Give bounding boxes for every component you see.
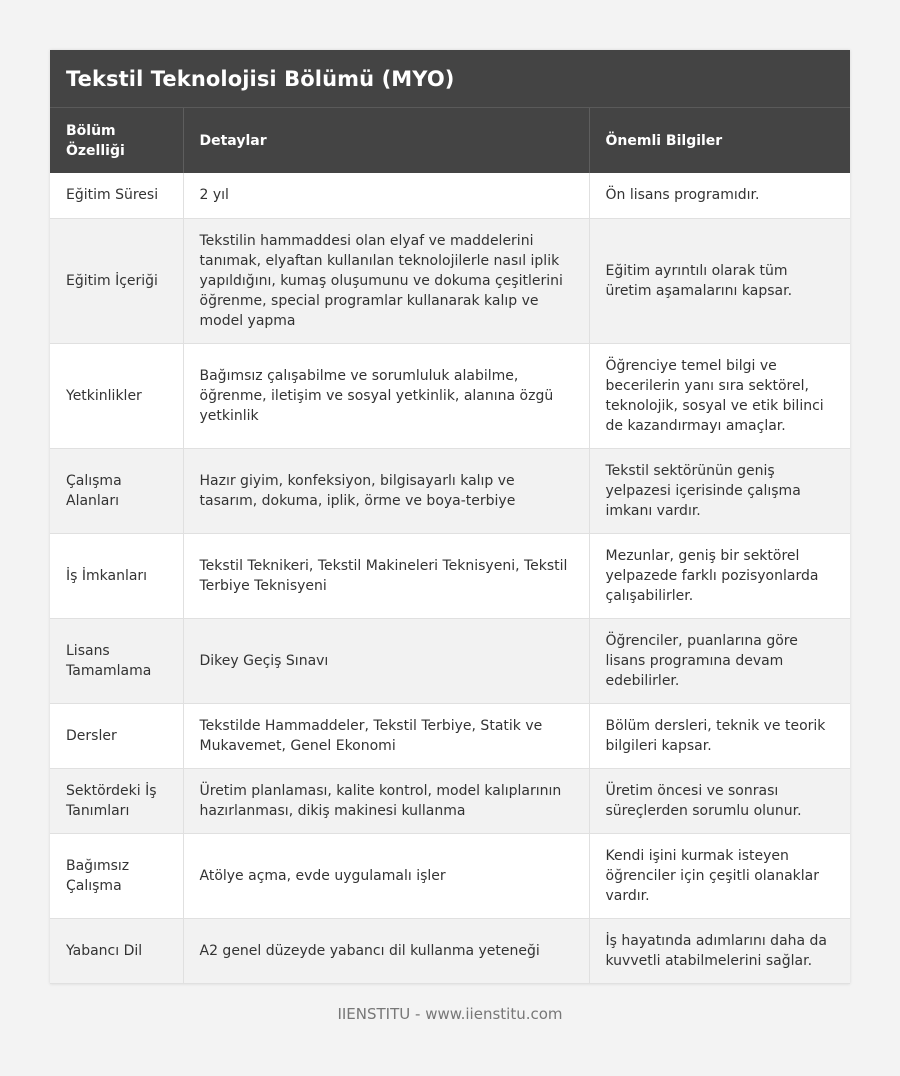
row-label: İş İmkanları — [50, 533, 183, 618]
row-detail: Tekstil Teknikeri, Tekstil Makineleri Teknisyeni, Tekstil Terbiye Teknisyeni — [183, 533, 589, 618]
table-row — [50, 343, 850, 448]
row-label: Çalışma Alanları — [50, 448, 183, 533]
title-bar — [50, 50, 850, 108]
row-label: Yabancı Dil — [50, 918, 183, 983]
row-detail: A2 genel düzeyde yabancı dil kullanma yeteneği — [183, 918, 589, 983]
row-label: Dersler — [50, 703, 183, 768]
table-row — [50, 533, 850, 618]
column-header-detaylar: Detaylar — [183, 108, 589, 173]
row-info: Kendi işini kurmak isteyen öğrenciler için çeşitli olanaklar vardır. — [589, 833, 850, 918]
table-header-row — [50, 108, 850, 173]
row-detail: Bağımsız çalışabilme ve sorumluluk alabilme, öğrenme, iletişim ve sosyal yetkinlik, alanına özgü yetkinlik — [183, 343, 589, 448]
table-row — [50, 173, 850, 218]
row-label: Lisans Tamamlama — [50, 618, 183, 703]
info-table — [50, 108, 850, 984]
page-title: Tekstil Teknolojisi Bölümü (MYO) — [66, 66, 455, 91]
row-info: Üretim öncesi ve sonrası süreçlerden sorumlu olunur. — [589, 768, 850, 833]
column-header-bilgiler: Önemli Bilgiler — [605, 132, 723, 149]
row-detail: 2 yıl — [183, 173, 589, 218]
table-row — [50, 448, 850, 533]
table-row — [50, 768, 850, 833]
table-card — [50, 50, 850, 984]
row-label: Sektördeki İş Tanımları — [50, 768, 183, 833]
row-detail: Atölye açma, evde uygulamalı işler — [183, 833, 589, 918]
row-label: Bağımsız Çalışma — [50, 833, 183, 918]
row-info: Öğrenciler, puanlarına göre lisans programına devam edebilirler. — [589, 618, 850, 703]
row-label: Eğitim Süresi — [50, 173, 183, 218]
column-header-ozellik: Bölüm Özelliği — [50, 108, 183, 173]
row-label: Eğitim İçeriği — [50, 218, 183, 343]
row-info: Bölüm dersleri, teknik ve teorik bilgileri kapsar. — [589, 703, 850, 768]
row-detail: Tekstilin hammaddesi olan elyaf ve maddelerini tanımak, elyaftan kullanılan teknolojilerle nasıl iplik yapıldığını, kumaş oluşumunu ve dokuma çeşitlerini öğrenme, special programlar kullanarak kalıp ve model yapma — [183, 218, 589, 343]
row-detail: Üretim planlaması, kalite kontrol, model kalıplarının hazırlanması, dikiş makinesi kullanma — [183, 768, 589, 833]
row-info: Mezunlar, geniş bir sektörel yelpazede farklı pozisyonlarda çalışabilirler. — [589, 533, 850, 618]
table-row — [50, 918, 850, 983]
row-info: Ön lisans programıdır. — [589, 173, 850, 218]
row-info: Öğrenciye temel bilgi ve becerilerin yanı sıra sektörel, teknolojik, sosyal ve etik bilinci de kazandırmayı amaçlar. — [589, 343, 850, 448]
row-detail: Hazır giyim, konfeksiyon, bilgisayarlı kalıp ve tasarım, dokuma, iplik, örme ve boya-terbiye — [183, 448, 589, 533]
row-detail: Dikey Geçiş Sınavı — [183, 618, 589, 703]
row-label: Yetkinlikler — [50, 343, 183, 448]
row-info: Tekstil sektörünün geniş yelpazesi içerisinde çalışma imkanı vardır. — [589, 448, 850, 533]
row-info: İş hayatında adımlarını daha da kuvvetli atabilmelerini sağlar. — [589, 918, 850, 983]
row-info: Eğitim ayrıntılı olarak tüm üretim aşamalarını kapsar. — [589, 218, 850, 343]
table-row — [50, 618, 850, 703]
row-detail: Tekstilde Hammaddeler, Tekstil Terbiye, Statik ve Mukavemet, Genel Ekonomi — [183, 703, 589, 768]
footer-credit: IIENSTITU - www.iienstitu.com — [337, 1005, 563, 1023]
table-row — [50, 703, 850, 768]
table-row — [50, 218, 850, 343]
table-row — [50, 833, 850, 918]
